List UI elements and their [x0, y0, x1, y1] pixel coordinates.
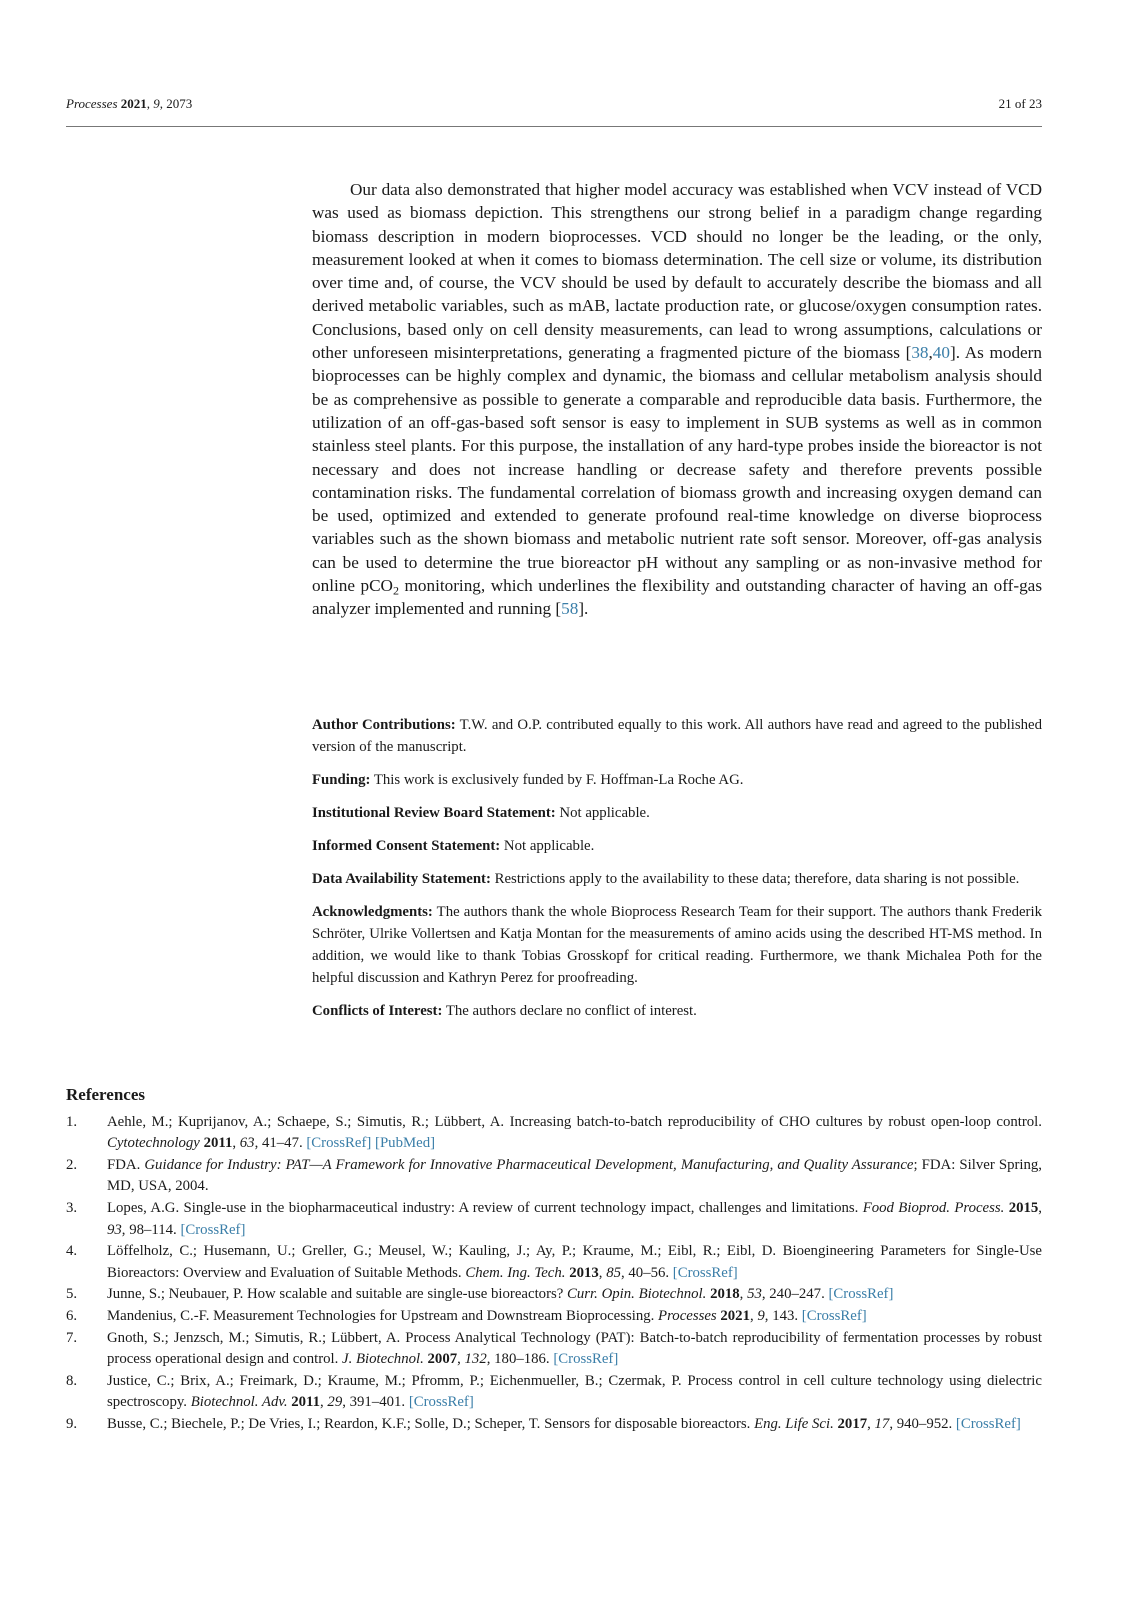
header-rule — [66, 126, 1042, 127]
section-text: This work is exclusively funded by F. Hoffman-La Roche AG. — [370, 772, 744, 788]
reference-authors-title: Mandenius, C.-F. Measurement Technologies for Upstream and Downstream Bioprocessing. — [107, 1307, 659, 1324]
reference-number: 5. — [66, 1286, 78, 1303]
reference-authors-title: Aehle, M.; Kuprijanov, A.; Schaepe, S.; Simutis, R.; Lübbert, A. Increasing batch-to-batch reproducibility of CHO cultures by robust open-loop control. — [107, 1113, 1042, 1130]
data-availability — [312, 868, 1042, 890]
section-text: The authors declare no conflict of interest. — [442, 1003, 697, 1019]
reference-authors-title: Löffelholz, C.; Husemann, U.; Greller, G.; Meusel, W.; Kauling, J.; Ay, P.; Kraume, M.; Eibl, R.; Eibl, D. Bioengineering Parameters for Single-Use Bioreactors: Overview and Evaluation of Suitable Methods. — [107, 1243, 1042, 1281]
reference-item — [66, 1112, 1042, 1155]
reference-volume: 17 — [874, 1415, 890, 1432]
reference-text: Gnoth, S.; Jenzsch, M.; Simutis, R.; Lübbert, A. Process Analytical Technology (PAT): Batch-to-batch reproducibility of fermentation processes by robust process operational design and control. J. Biotechnol. 2007, 132, 180–186. [CrossRef] — [107, 1329, 1042, 1368]
reference-volume: 93 — [107, 1221, 122, 1238]
reference-number: 2. — [66, 1156, 78, 1173]
reference-text: Lopes, A.G. Single-use in the biopharmaceutical industry: A review of current technology impact, challenges and limitations. Food Bioprod. Process. 2015, 93, 98–114. [CrossRef] — [107, 1199, 1042, 1238]
reference-number: 7. — [66, 1329, 78, 1346]
reference-pages: 40–56. — [628, 1264, 670, 1281]
paragraph-text: Our data also demonstrated that higher model accuracy was established when VCV instead of VCD was used as biomass depiction. This strengthens our strong belief in a paradigm change regarding biomass description in modern bioprocesses. VCD should no longer be the leading, or the only, measurement looked at when it comes to biomass determination. The cell size or volume, its distribution over time and, of course, the VCV should be used by default to accurately describe the biomass and all derived metabolic variables, such as mAB, lactate production rate, or glucose/oxygen consumption rates. Conclusions, based only on cell density measurements, can lead to wrong assumptions, calculations or other unforeseen misinterpretations, generating a fragmented picture of the biomass [ — [312, 180, 1042, 363]
reference-pages: 41–47. — [261, 1135, 303, 1152]
author-contributions — [312, 714, 1042, 758]
reference-number: 3. — [66, 1199, 78, 1216]
citation-link-58[interactable]: 58 — [561, 599, 579, 619]
reference-pages: 240–247. — [769, 1286, 825, 1303]
reference-year: 2007 — [427, 1351, 458, 1368]
journal-citation: Processes 2021, 9, 2073 — [66, 96, 193, 111]
crossref-link[interactable]: [CrossRef] — [306, 1135, 372, 1152]
back-matter — [312, 714, 1042, 1033]
reference-volume: 53 — [747, 1286, 762, 1303]
page-indicator: 21 of 23 — [998, 96, 1042, 111]
section-text: Restrictions apply to the availability to these data; therefore, data sharing is not possible. — [490, 871, 1020, 887]
crossref-link[interactable]: [CrossRef] — [672, 1264, 738, 1281]
reference-year: 2013 — [569, 1264, 599, 1281]
references-heading: References — [66, 1085, 145, 1104]
reference-authors-title: Gnoth, S.; Jenzsch, M.; Simutis, R.; Lübbert, A. Process Analytical Technology (PAT): Batch-to-batch reproducibility of fermentation processes by robust process operational design and control. — [107, 1329, 1042, 1368]
references-section — [66, 1084, 1042, 1436]
crossref-link[interactable]: [CrossRef] — [553, 1351, 619, 1368]
section-text: T.W. and O.P. contributed equally to this work. All authors have read and agreed to the published version of the manuscript. — [312, 717, 1042, 755]
body-text — [312, 178, 1042, 621]
reference-journal: Chem. Ing. Tech. — [465, 1264, 566, 1281]
reference-journal: J. Biotechnol. — [342, 1351, 424, 1368]
section-label: Funding: — [312, 772, 371, 788]
crossref-link[interactable]: [CrossRef] — [180, 1221, 246, 1238]
reference-item — [66, 1198, 1042, 1241]
reference-text — [107, 1155, 1042, 1198]
crossref-link[interactable]: [CrossRef] — [828, 1286, 894, 1303]
paragraph-text: ]. As modern bioprocesses can be highly complex and dynamic, the biomass and cellular metabolism analysis should be as comprehensive as possible to generate a comparable and reproducible data basis. Furthermore, the utilization of an off-gas-based soft sensor is easy to implement in SUB systems as well as in common stainless steel plants. For this purpose, the installation of any hard-type probes inside the bioreactor is not necessary and does not increase handling or decrease safety and therefore prevents possible contamination risks. The fundamental correlation of biomass growth and increasing oxygen demand can be used, optimized and extended to generate profound real-time knowledge on diverse bioprocess variables such as the shown biomass and metabolic nutrient rate soft sensor. Moreover, off-gas analysis can be used to determine the true bioreactor pH without any sampling or as non-invasive method for online pCO — [312, 343, 1042, 596]
reference-pages: 940–952. — [896, 1415, 953, 1432]
citation-link-40[interactable]: 40 — [932, 343, 950, 363]
section-label: Institutional Review Board Statement: — [312, 805, 556, 821]
irb-statement — [312, 802, 1042, 824]
journal-year: 2021 — [120, 96, 147, 111]
article-number: 2073 — [166, 96, 193, 111]
reference-item — [66, 1284, 1042, 1306]
reference-volume: 132 — [464, 1351, 487, 1368]
reference-journal: Food Bioprod. Process. — [862, 1199, 1005, 1216]
reference-item — [66, 1155, 1042, 1198]
citation-link-38[interactable]: 38 — [911, 343, 929, 363]
reference-year: 2018 — [710, 1286, 740, 1303]
section-label: Acknowledgments: — [312, 904, 433, 920]
reference-authors-title: Lopes, A.G. Single-use in the biopharmaceutical industry: A review of current technology impact, challenges and limitations. — [107, 1199, 863, 1216]
reference-item — [66, 1414, 1042, 1436]
reference-text: Junne, S.; Neubauer, P. How scalable and suitable are single-use bioreactors? Curr. Opin. Biotechnol. 2018, 53, 240–247. [CrossRef] — [107, 1286, 894, 1303]
reference-publisher: ; FDA: Silver Spring, MD, USA, 2004. — [107, 1156, 1043, 1195]
paragraph-text: ]. — [578, 599, 589, 619]
reference-volume: 9 — [757, 1307, 765, 1324]
reference-volume: 29 — [327, 1394, 343, 1411]
reference-authors-title: Junne, S.; Neubauer, P. How scalable and suitable are single-use bioreactors? — [107, 1286, 568, 1303]
section-text: The authors thank the whole Bioprocess Research Team for their support. The authors thank Frederik Schröter, Ulrike Vollertsen and Katja Montan for the measurements of amino acids using the described HT-MS method. In addition, we would like to thank Tobias Grosskopf for critical reading. Furthermore, we thank Michalea Poth for the helpful discussion and Kathryn Perez for proofreading. — [312, 904, 1042, 986]
section-text: Not applicable. — [500, 838, 595, 854]
citation-separator: , — [928, 343, 933, 363]
acknowledgments — [312, 901, 1042, 989]
funding — [312, 769, 1042, 791]
reference-journal: Cytotechnology — [107, 1135, 200, 1152]
reference-year: 2021 — [720, 1307, 750, 1324]
reference-text: Mandenius, C.-F. Measurement Technologies for Upstream and Downstream Bioprocessing. Processes 2021, 9, 143. [CrossRef] — [107, 1307, 867, 1324]
discussion-paragraph — [312, 178, 1042, 621]
reference-journal: Curr. Opin. Biotechnol. — [567, 1286, 707, 1303]
reference-pages: 180–186. — [494, 1351, 550, 1368]
section-label: Data Availability Statement: — [312, 871, 491, 887]
reference-volume: 85 — [606, 1264, 621, 1281]
reference-pages: 143. — [772, 1307, 799, 1324]
journal-volume: 9 — [153, 96, 160, 111]
section-label: Conflicts of Interest: — [312, 1003, 443, 1019]
reference-item — [66, 1328, 1042, 1371]
reference-authors-title: Justice, C.; Brix, A.; Freimark, D.; Kraume, M.; Pfromm, P.; Eichenmueller, B.; Czermak, P. Process control in cell culture technology using dielectric spectroscopy. — [107, 1372, 1042, 1411]
reference-item — [66, 1306, 1042, 1328]
crossref-link[interactable]: [CrossRef] — [955, 1415, 1021, 1432]
section-label: Author Contributions: — [312, 717, 456, 733]
running-header — [66, 96, 1042, 112]
reference-text: Justice, C.; Brix, A.; Freimark, D.; Kraume, M.; Pfromm, P.; Eichenmueller, B.; Czermak, P. Process control in cell culture technology using dielectric spectroscopy. Biotechnol. Adv. 2011, 29, 391–401. [CrossRef] — [107, 1372, 1042, 1411]
reference-text: Busse, C.; Biechele, P.; De Vries, I.; Reardon, K.F.; Solle, D.; Scheper, T. Sensors for disposable bioreactors. Eng. Life Sci. 2017, 17, 940–952. [CrossRef] — [107, 1415, 1021, 1432]
informed-consent — [312, 835, 1042, 857]
reference-text: Aehle, M.; Kuprijanov, A.; Schaepe, S.; Simutis, R.; Lübbert, A. Increasing batch-to-batch reproducibility of CHO cultures by robust open-loop control. Cytotechnology 2011, 63, 41–47. [CrossRef] [PubMed] — [107, 1113, 1042, 1152]
reference-authors-title: Busse, C.; Biechele, P.; De Vries, I.; Reardon, K.F.; Solle, D.; Scheper, T. Sensors for disposable bioreactors. — [107, 1415, 755, 1432]
reference-number: 4. — [66, 1243, 78, 1260]
reference-year: 2017 — [837, 1415, 868, 1432]
reference-year: 2011 — [203, 1135, 233, 1152]
paragraph-text: monitoring, which underlines the flexibility and outstanding character of having an off-gas analyzer implemented and running [ — [312, 576, 1043, 619]
reference-number: 1. — [66, 1113, 78, 1130]
reference-year: 2011 — [291, 1394, 321, 1411]
reference-journal: Eng. Life Sci. — [754, 1415, 834, 1432]
reference-pages: 98–114. — [129, 1221, 177, 1238]
conflicts-of-interest — [312, 1000, 1042, 1022]
reference-book-title: Guidance for Industry: PAT—A Framework for Innovative Pharmaceutical Development, Manufacturing, and Quality Assurance — [144, 1156, 914, 1173]
section-label: Informed Consent Statement: — [312, 838, 501, 854]
section-text: Not applicable. — [555, 805, 650, 821]
reference-year: 2015 — [1008, 1199, 1039, 1216]
pubmed-link[interactable]: [PubMed] — [375, 1135, 436, 1152]
reference-number: 9. — [66, 1415, 78, 1432]
crossref-link[interactable]: [CrossRef] — [408, 1394, 474, 1411]
reference-number: 6. — [66, 1307, 78, 1324]
reference-number: 8. — [66, 1372, 78, 1389]
reference-item — [66, 1371, 1042, 1414]
reference-item — [66, 1241, 1042, 1284]
reference-authors-title: FDA. — [107, 1156, 145, 1173]
subscript: 2 — [392, 583, 399, 598]
reference-text: Löffelholz, C.; Husemann, U.; Greller, G.; Meusel, W.; Kauling, J.; Ay, P.; Kraume, M.; Eibl, R.; Eibl, D. Bioengineering Parameters for Single-Use Bioreactors: Overview and Evaluation of Suitable Methods. Chem. Ing. Tech. 2013, 85, 40–56. [CrossRef] — [107, 1243, 1042, 1281]
journal-name: Processes — [66, 96, 118, 111]
reference-pages: 391–401. — [349, 1394, 406, 1411]
crossref-link[interactable]: [CrossRef] — [801, 1307, 867, 1324]
reference-journal: Processes — [658, 1307, 717, 1324]
reference-volume: 63 — [239, 1135, 255, 1152]
reference-journal: Biotechnol. Adv. — [190, 1394, 288, 1411]
